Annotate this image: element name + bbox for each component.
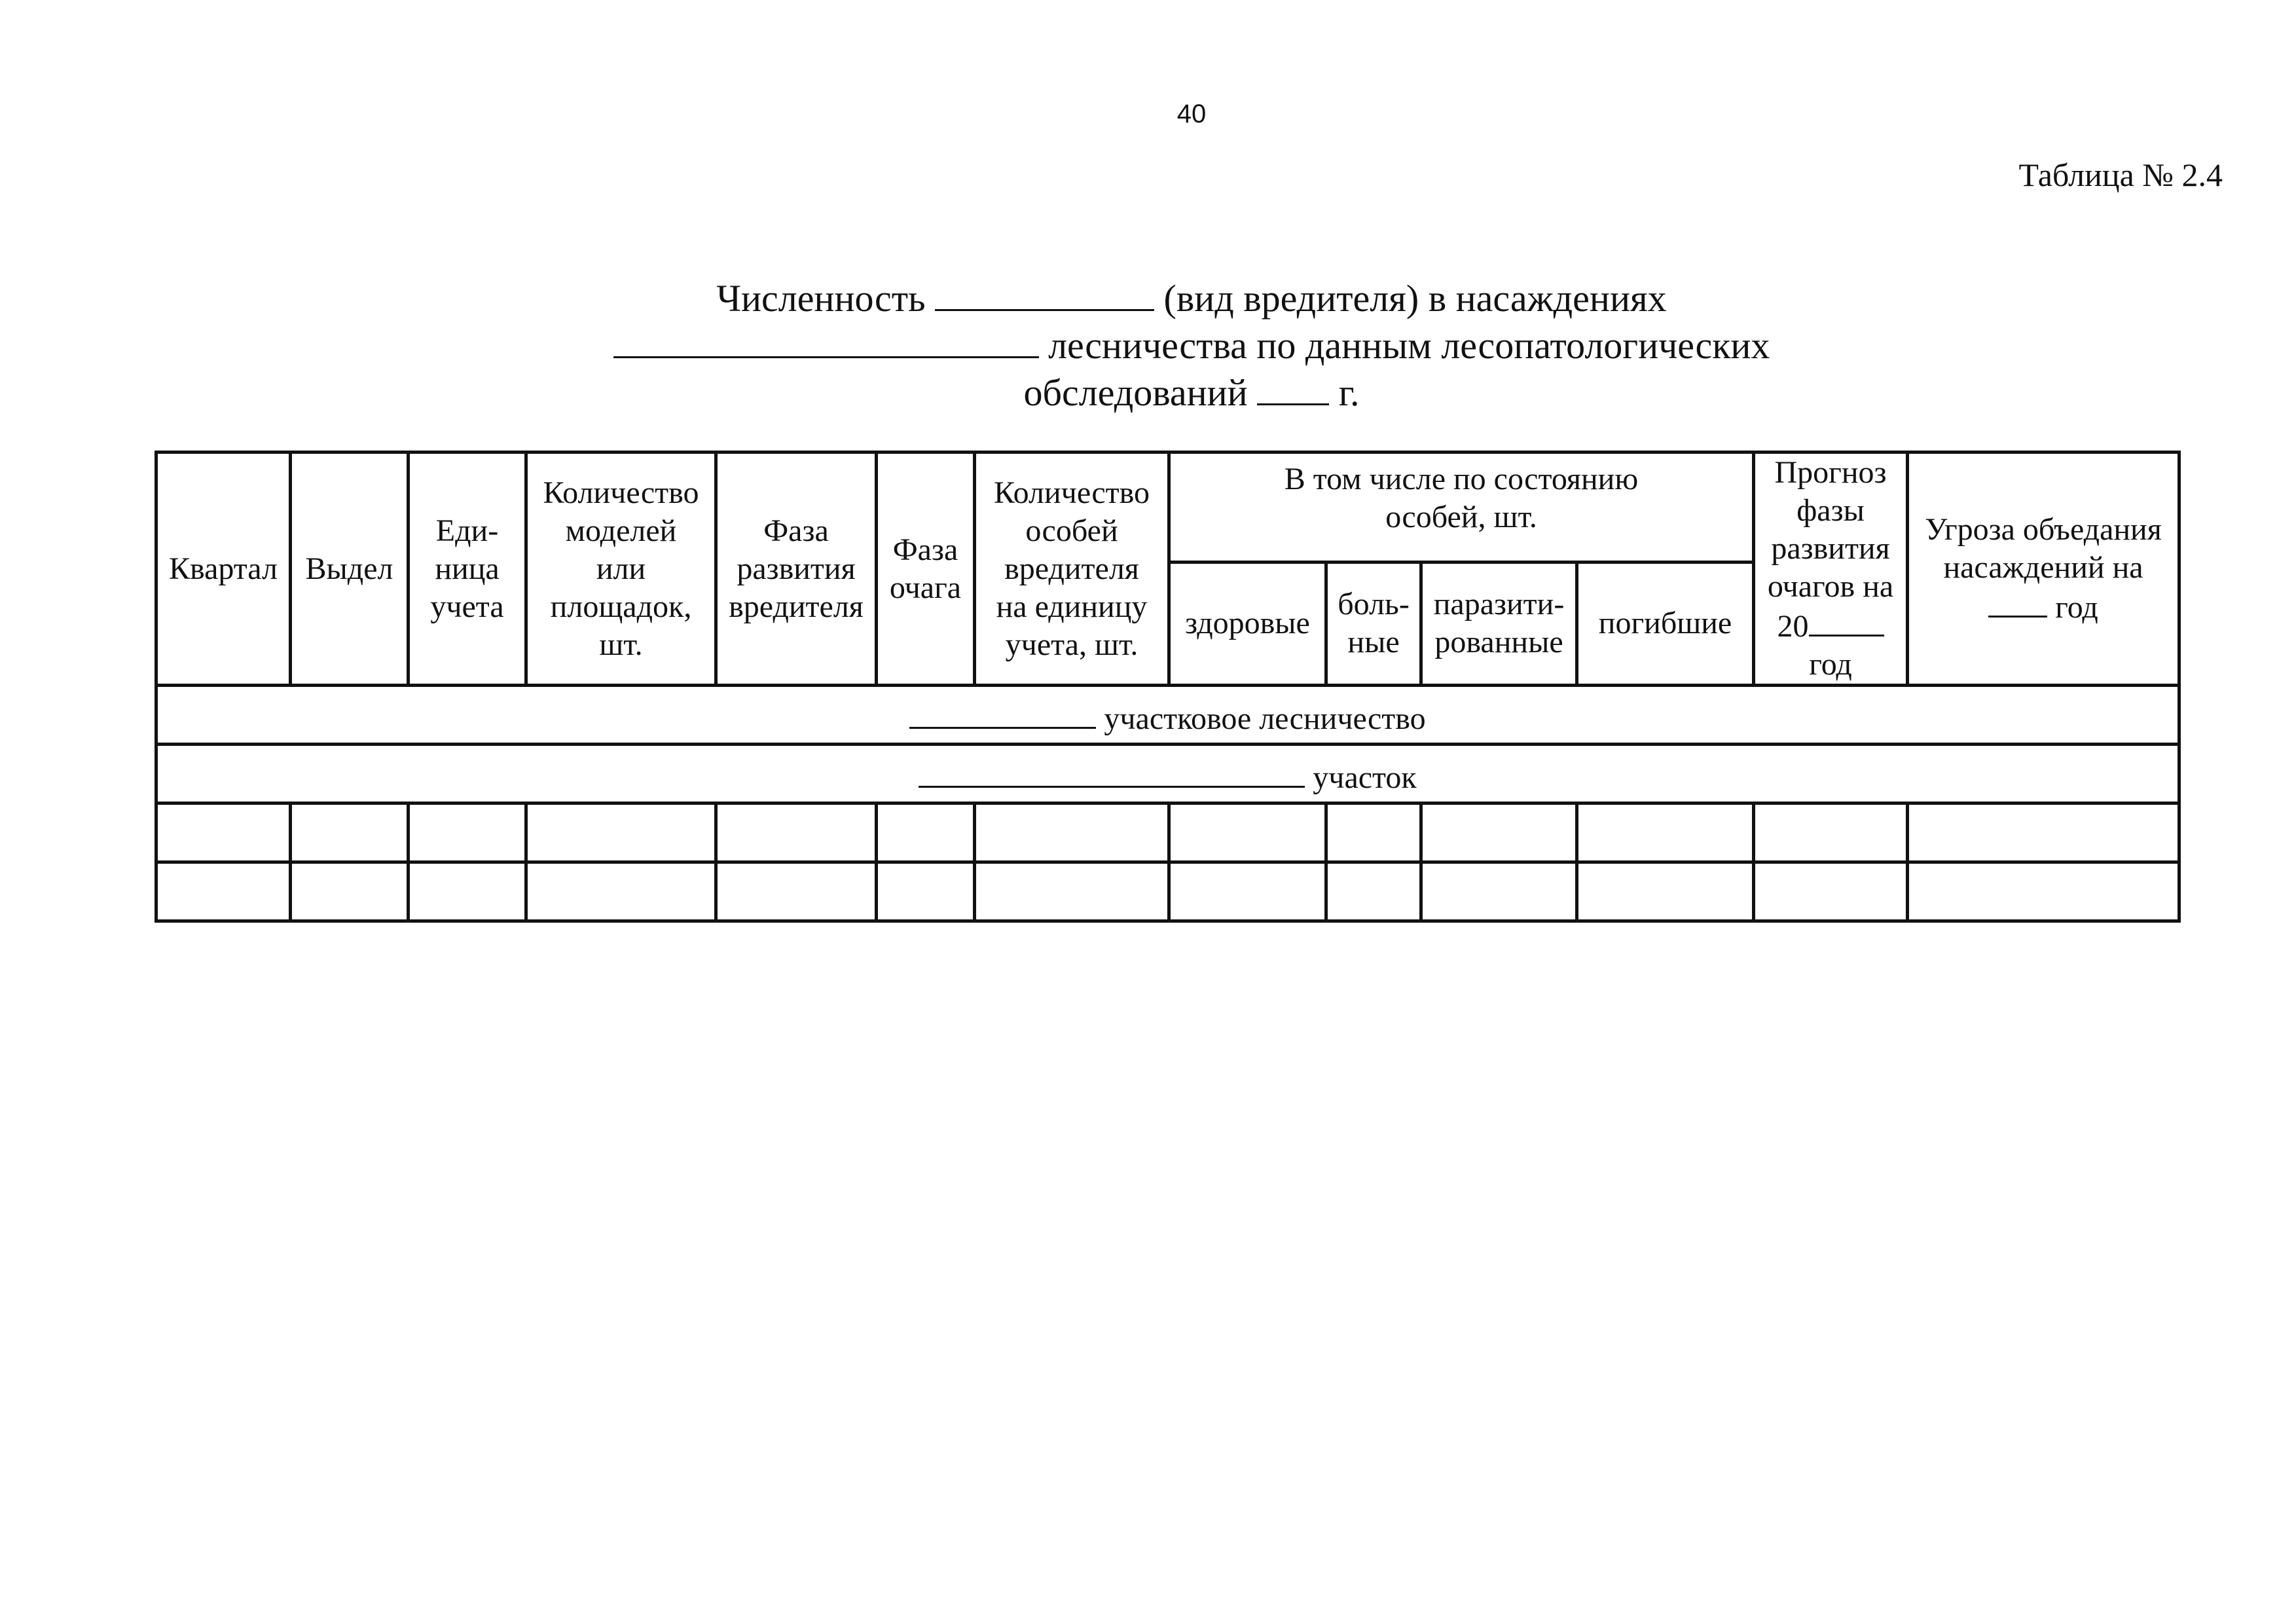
header-edinica-ucheta: Еди- ница учета xyxy=(409,452,526,686)
table-row xyxy=(156,862,2179,921)
header-vydel: Выдел xyxy=(291,452,409,686)
uchastok-row xyxy=(156,745,2179,803)
table-cell[interactable] xyxy=(1421,862,1577,921)
table-cell[interactable] xyxy=(716,803,877,862)
header-row-1 xyxy=(156,452,2179,563)
title-line-3 xyxy=(393,368,1990,415)
table-row xyxy=(156,803,2179,862)
lesnichestvo-row xyxy=(156,686,2179,745)
table-cell[interactable] xyxy=(526,862,716,921)
header-kvartal: Квартал xyxy=(156,452,291,686)
table-cell[interactable] xyxy=(156,803,291,862)
header-faza-razvitiya-vreditelya: Фаза развития вредителя xyxy=(716,452,877,686)
title-line-1 xyxy=(393,274,1990,321)
header-faza-ochaga: Фаза очага xyxy=(877,452,975,686)
uchastok-label: участок xyxy=(1313,760,1417,795)
table-cell[interactable] xyxy=(156,862,291,921)
table-cell[interactable] xyxy=(1908,862,2179,921)
title-text-pest-type: (вид вредителя) в насаждениях xyxy=(1163,277,1667,320)
lesnichestvo-label: участковое лесничество xyxy=(1104,701,1426,736)
table-cell[interactable] xyxy=(1326,862,1421,921)
page-number: 40 xyxy=(1176,100,1207,128)
table-cell[interactable] xyxy=(409,803,526,862)
table-cell[interactable] xyxy=(975,803,1169,862)
table-cell[interactable] xyxy=(1577,862,1754,921)
table-cell[interactable] xyxy=(1754,803,1908,862)
survey-table xyxy=(155,451,2181,923)
document-title xyxy=(393,274,1990,415)
title-text-surveys: обследований xyxy=(1023,371,1248,414)
lesnichestvo-name-blank xyxy=(909,692,1096,729)
ugroza-year-blank xyxy=(1988,587,2047,618)
survey-year-blank xyxy=(1257,368,1329,405)
header-kolichestvo-modeley: Количество моделей или площадок, шт. xyxy=(526,452,716,686)
prognoz-year-suffix: год xyxy=(1809,647,1852,682)
ugroza-year-suffix: год xyxy=(2055,590,2098,625)
table-cell[interactable] xyxy=(1421,803,1577,862)
pest-type-blank xyxy=(935,274,1154,311)
table-cell[interactable] xyxy=(1754,862,1908,921)
title-text-forestry: лесничества по данным лесопатологических xyxy=(1048,324,1770,367)
prognoz-year-prefix: 20 xyxy=(1777,609,1809,644)
forestry-name-blank xyxy=(613,321,1039,358)
header-zdorovye: здоровые xyxy=(1169,562,1326,685)
uchastok-cell xyxy=(156,745,2179,803)
header-parazitirovannye: паразити- рованные xyxy=(1421,562,1577,685)
table-cell[interactable] xyxy=(877,803,975,862)
title-text-year: г. xyxy=(1338,371,1360,414)
header-prognoz: Прогноз фазы развития очагов на 20 год xyxy=(1754,452,1908,686)
table-cell[interactable] xyxy=(1577,803,1754,862)
title-text-numbers: Численность xyxy=(716,277,926,320)
table-cell[interactable] xyxy=(877,862,975,921)
table-cell[interactable] xyxy=(1169,862,1326,921)
header-ugroza: Угроза объедания насаждений на год xyxy=(1908,452,2179,686)
table-cell[interactable] xyxy=(1326,803,1421,862)
table-cell[interactable] xyxy=(1908,803,2179,862)
table-cell[interactable] xyxy=(975,862,1169,921)
table-cell[interactable] xyxy=(526,803,716,862)
header-bolnye: боль- ные xyxy=(1326,562,1421,685)
table-number: Таблица № 2.4 xyxy=(2018,157,2223,193)
table-cell[interactable] xyxy=(291,803,409,862)
title-line-2 xyxy=(393,321,1990,368)
header-pogibshie: погибшие xyxy=(1577,562,1754,685)
lesnichestvo-cell xyxy=(156,686,2179,745)
table-cell[interactable] xyxy=(1169,803,1326,862)
uchastok-name-blank xyxy=(919,750,1305,788)
table-cell[interactable] xyxy=(291,862,409,921)
table-cell[interactable] xyxy=(409,862,526,921)
prognoz-year-blank xyxy=(1809,606,1884,637)
header-v-tom-chisle: В том числе по состоянию особей, шт. xyxy=(1169,452,1754,563)
table-cell[interactable] xyxy=(716,862,877,921)
header-kolichestvo-osobey: Количество особей вредителя на единицу учета, шт. xyxy=(975,452,1169,686)
